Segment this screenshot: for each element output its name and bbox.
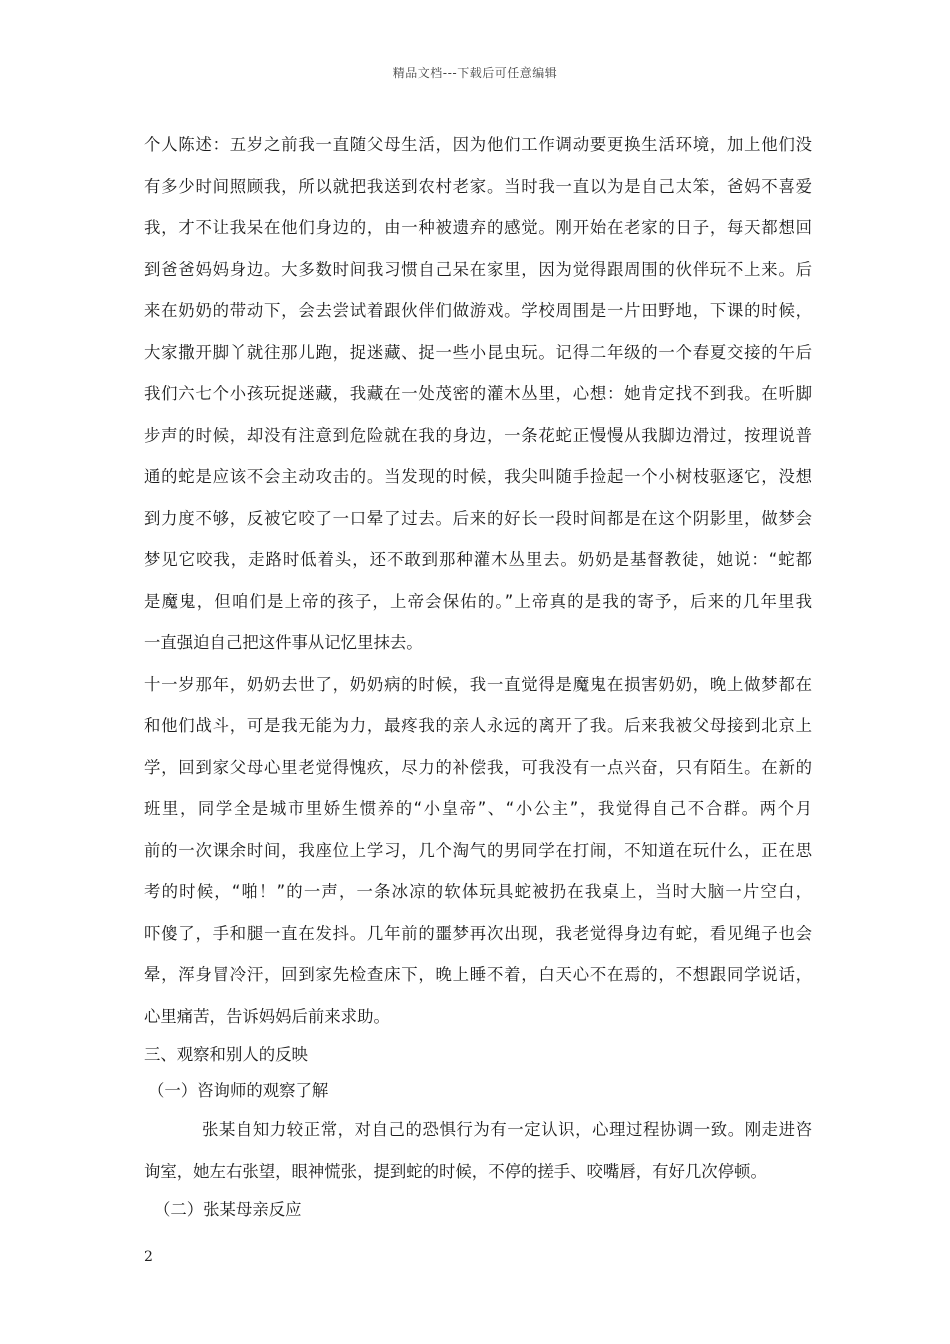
counselor-observation-paragraph (144, 1109, 812, 1192)
text-line: 前的一次课余时间，我座位上学习，几个淘气的男同学在打闹，不知道在玩什么，正在思 (144, 840, 812, 860)
text-line: 梦见它咬我，走路时低着头，还不敢到那种灌木丛里去。奶奶是基督教徒，她说：“蛇都 (144, 550, 812, 569)
text-line: 张某自知力较正常，对自己的恐惧行为有一定认识，心理过程协调一致。刚走进咨 (202, 1120, 812, 1139)
section-heading: 三、观察和别人的反映 (144, 1045, 308, 1064)
text-line: 通的蛇是应该不会主动攻击的。当发现的时候，我尖叫随手捡起一个小树枝驱逐它，没想 (144, 467, 812, 486)
page-number: 2 (144, 1249, 153, 1265)
text-line: 到力度不够，反被它咬了一口晕了过去。后来的好长一段时间都是在这个阴影里，做梦会 (144, 508, 812, 528)
text-line: 一直强迫自己把这件事从记忆里抹去。 (144, 633, 423, 652)
age-eleven-paragraph (144, 664, 812, 1038)
document-body (144, 124, 812, 1228)
text-line: 步声的时候，却没有注意到危险就在我的身边，一条花蛇正慢慢从我脚边滑过，按理说普 (144, 425, 812, 445)
text-line: 考的时候，“啪！”的一声，一条冰凉的软体玩具蛇被扔在我桌上，当时大脑一片空白， (144, 882, 812, 901)
subsection-heading: （二）张某母亲反应 (154, 1200, 302, 1219)
text-line: 个人陈述：五岁之前我一直随父母生活，因为他们工作调动要更换生活环境，加上他们没 (144, 135, 812, 154)
text-line: 到爸爸妈妈身边。大多数时间我习惯自己呆在家里，因为觉得跟周围的伙伴玩不上来。后 (144, 259, 812, 279)
personal-statement-paragraph (144, 124, 812, 664)
text-line: 十一岁那年，奶奶去世了，奶奶病的时候，我一直觉得是魔鬼在损害奶奶，晚上做梦都在 (144, 674, 812, 694)
text-line: 吓傻了，手和腿一直在发抖。几年前的噩梦再次出现，我老觉得身边有蛇，看见绳子也会 (144, 923, 812, 943)
text-line: 询室，她左右张望，眼神慌张，提到蛇的时候，不停的搓手、咬嘴唇，有好几次停顿。 (144, 1161, 767, 1181)
text-line: 大家撒开脚丫就往那儿跑，捉迷藏、捉一些小昆虫玩。记得二年级的一个春夏交接的午后 (144, 342, 812, 362)
text-line: 班里，同学全是城市里娇生惯养的“小皇帝”、“小公主”，我觉得自己不合群。两个月 (144, 799, 812, 818)
page-header: 精品文档---下载后可任意编辑 (392, 66, 558, 80)
text-line: 有多少时间照顾我，所以就把我送到农村老家。当时我一直以为是自己太笨，爸妈不喜爱 (144, 176, 812, 196)
text-line: 和他们战斗，可是我无能为力，最疼我的亲人永远的离开了我。后来我被父母接到北京上 (144, 716, 812, 735)
subsection-heading: （一）咨询师的观察了解 (148, 1081, 329, 1100)
text-line: 我，才不让我呆在他们身边的，由一种被遗弃的感觉。刚开始在老家的日子，每天都想回 (144, 218, 812, 237)
text-line: 我们六七个小孩玩捉迷藏，我藏在一处茂密的灌木丛里，心想：她肯定找不到我。在听脚 (144, 384, 812, 403)
text-line: 心里痛苦，告诉妈妈后前来求助。 (144, 1006, 390, 1026)
text-line: 是魔鬼，但咱们是上帝的孩子，上帝会保佑的。”上帝真的是我的寄予，后来的几年里我 (144, 591, 812, 611)
text-line: 学，回到家父母心里老觉得愧疚，尽力的补偿我，可我没有一点兴奋，只有陌生。在新的 (144, 757, 812, 777)
text-line: 来在奶奶的带动下，会去尝试着跟伙伴们做游戏。学校周围是一片田野地，下课的时候， (144, 301, 812, 320)
text-line: 晕，浑身冒冷汗，回到家先检查床下，晚上睡不着，白天心不在焉的，不想跟同学说话， (144, 965, 812, 984)
